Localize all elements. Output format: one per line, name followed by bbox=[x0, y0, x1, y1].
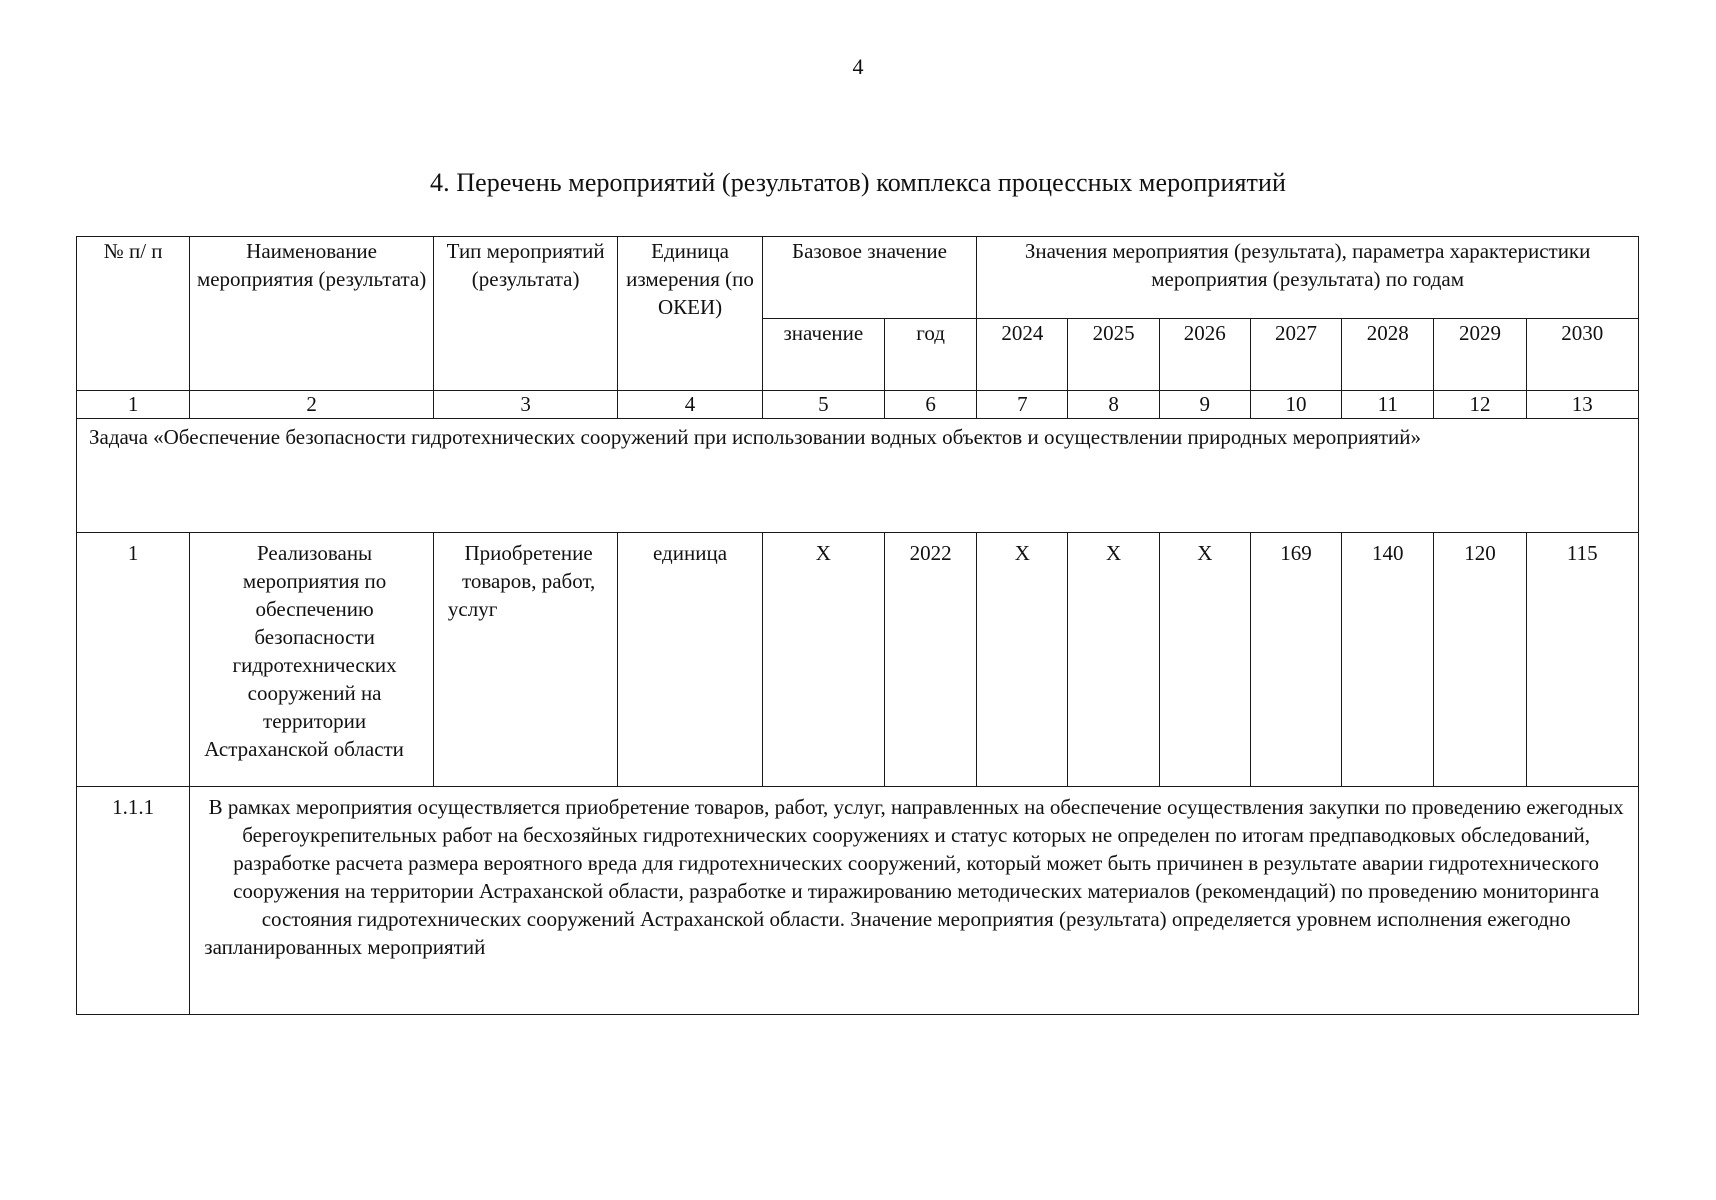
header-type: Тип мероприятий (результата) bbox=[433, 237, 617, 391]
row-value-2026: X bbox=[1159, 533, 1250, 787]
header-year: 2024 bbox=[977, 319, 1068, 391]
header-year: 2028 bbox=[1342, 319, 1434, 391]
section-title: 4. Перечень мероприятий (результатов) комплекса процессных мероприятий bbox=[429, 168, 1287, 197]
header-year: 2030 bbox=[1526, 319, 1638, 391]
header-base-year: год bbox=[885, 319, 977, 391]
measures-table bbox=[76, 236, 1639, 1015]
table-row bbox=[77, 533, 1639, 787]
description-num: 1.1.1 bbox=[77, 787, 190, 1015]
row-value-2025: X bbox=[1068, 533, 1159, 787]
row-base-year: 2022 bbox=[885, 533, 977, 787]
column-number: 6 bbox=[885, 391, 977, 419]
header-name: Наименование мероприятия (результата) bbox=[190, 237, 434, 391]
column-number: 9 bbox=[1159, 391, 1250, 419]
column-number: 3 bbox=[433, 391, 617, 419]
column-number: 12 bbox=[1434, 391, 1526, 419]
row-value-2030: 115 bbox=[1526, 533, 1638, 787]
header-unit: Единица измерения (по ОКЕИ) bbox=[618, 237, 762, 391]
column-number: 1 bbox=[77, 391, 190, 419]
description-text: В рамках мероприятия осуществляется приобретение товаров, работ, услуг, направленных на обеспечение осуществления закупки по проведению ежегодных берегоукрепительных работ на бесхозяйных гидротехнических сооружениях и статус которых не определен по итогам предпаводковых обследований, разработке расчета размера вероятного вреда для гидротехнических сооружений, который может быть причинен в результате аварии гидротехнического сооружения на территории Астраханской области, разработке и тиражированию методических материалов (рекомендаций) по проведению мониторинга состояния гидротехнических сооружений Астраханской области. Значение мероприятия (результата) определяется уровнем исполнения ежегодно запланированных мероприятий bbox=[190, 787, 1639, 1015]
header-values-by-year: Значения мероприятия (результата), параметра характеристики мероприятия (результата) по годам bbox=[977, 237, 1639, 319]
header-year: 2027 bbox=[1250, 319, 1341, 391]
column-number: 13 bbox=[1526, 391, 1638, 419]
column-number: 8 bbox=[1068, 391, 1159, 419]
column-number: 10 bbox=[1250, 391, 1341, 419]
header-year: 2025 bbox=[1068, 319, 1159, 391]
header-base-value: значение bbox=[762, 319, 884, 391]
header-year: 2029 bbox=[1434, 319, 1526, 391]
column-number: 11 bbox=[1342, 391, 1434, 419]
column-number: 7 bbox=[977, 391, 1068, 419]
row-base-value: X bbox=[762, 533, 884, 787]
row-type: Приобретение товаров, работ, услуг bbox=[433, 533, 617, 787]
row-num: 1 bbox=[77, 533, 190, 787]
column-numbers-row bbox=[77, 391, 1639, 419]
row-value-2029: 120 bbox=[1434, 533, 1526, 787]
row-value-2028: 140 bbox=[1342, 533, 1434, 787]
header-row-1 bbox=[77, 237, 1639, 319]
header-num: № п/ п bbox=[77, 237, 190, 391]
header-base: Базовое значение bbox=[762, 237, 977, 319]
row-value-2027: 169 bbox=[1250, 533, 1341, 787]
column-number: 5 bbox=[762, 391, 884, 419]
task-text: Задача «Обеспечение безопасности гидротехнических сооружений при использовании водных объектов и осуществлении природных мероприятий» bbox=[77, 419, 1639, 533]
header-year: 2026 bbox=[1159, 319, 1250, 391]
row-name: Реализованы мероприятия по обеспечению безопасности гидротехнических сооружений на территории Астраханской области bbox=[190, 533, 434, 787]
row-value-2024: X bbox=[977, 533, 1068, 787]
row-unit: единица bbox=[618, 533, 762, 787]
column-number: 4 bbox=[618, 391, 762, 419]
column-number: 2 bbox=[190, 391, 434, 419]
task-row bbox=[77, 419, 1639, 533]
description-row bbox=[77, 787, 1639, 1015]
page-number: 4 bbox=[852, 54, 864, 79]
